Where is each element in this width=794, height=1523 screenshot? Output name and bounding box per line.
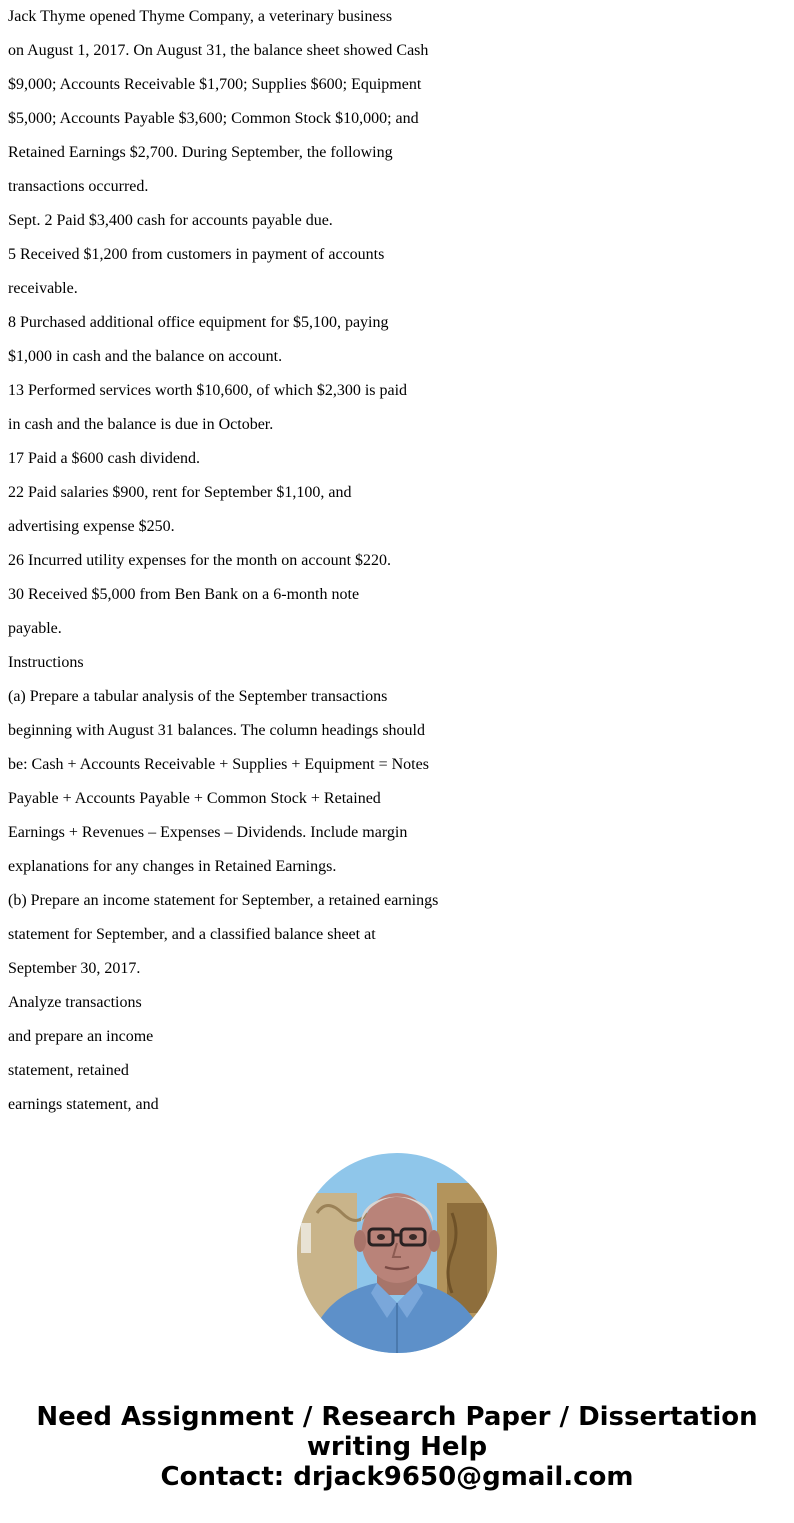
text-line: $9,000; Accounts Receivable $1,700; Supplies $600; Equipment	[8, 76, 422, 93]
text-line: on August 1, 2017. On August 31, the balance sheet showed Cash	[8, 42, 429, 59]
cta-subline: writing Help	[306, 1432, 488, 1462]
text-line: 8 Purchased additional office equipment for $5,100, paying	[8, 314, 389, 331]
text-line: be: Cash + Accounts Receivable + Supplies + Equipment = Notes	[8, 756, 429, 773]
text-line: 22 Paid salaries $900, rent for September $1,100, and	[8, 484, 352, 501]
author-avatar	[297, 1153, 497, 1353]
contact-banner	[0, 1402, 794, 1492]
text-line: $5,000; Accounts Payable $3,600; Common Stock $10,000; and	[8, 110, 419, 127]
text-line: and prepare an income	[8, 1028, 154, 1045]
document-body	[8, 0, 778, 1122]
text-line: statement for September, and a classified balance sheet at	[8, 926, 376, 943]
text-line: $1,000 in cash and the balance on account.	[8, 348, 283, 365]
text-line: Jack Thyme opened Thyme Company, a veterinary business	[8, 8, 393, 25]
text-line: statement, retained	[8, 1062, 129, 1079]
text-line: earnings statement, and	[8, 1096, 159, 1113]
text-line: 13 Performed services worth $10,600, of which $2,300 is paid	[8, 382, 408, 399]
text-line: transactions occurred.	[8, 178, 149, 195]
text-line: Retained Earnings $2,700. During September, the following	[8, 144, 393, 161]
text-line: Earnings + Revenues – Expenses – Dividends. Include margin	[8, 824, 408, 841]
text-line: payable.	[8, 620, 62, 637]
text-line: Analyze transactions	[8, 994, 142, 1011]
text-line: (a) Prepare a tabular analysis of the September transactions	[8, 688, 388, 705]
text-line: in cash and the balance is due in October.	[8, 416, 274, 433]
contact-email: Contact: drjack9650@gmail.com	[160, 1462, 634, 1492]
text-line: (b) Prepare an income statement for September, a retained earnings	[8, 892, 439, 909]
text-line: explanations for any changes in Retained Earnings.	[8, 858, 337, 875]
text-line: 17 Paid a $600 cash dividend.	[8, 450, 200, 467]
cta-headline: Need Assignment / Research Paper / Dissertation	[36, 1402, 758, 1432]
text-line: Payable + Accounts Payable + Common Stock + Retained	[8, 790, 381, 807]
text-line: 26 Incurred utility expenses for the month on account $220.	[8, 552, 392, 569]
portrait-photo	[297, 1153, 497, 1353]
text-line: Sept. 2 Paid $3,400 cash for accounts payable due.	[8, 212, 333, 229]
text-line: advertising expense $250.	[8, 518, 175, 535]
text-line: 5 Received $1,200 from customers in payment of accounts	[8, 246, 385, 263]
text-line: receivable.	[8, 280, 78, 297]
text-line: September 30, 2017.	[8, 960, 141, 977]
instructions-heading: Instructions	[8, 654, 84, 671]
text-line: 30 Received $5,000 from Ben Bank on a 6-month note	[8, 586, 360, 603]
text-line: beginning with August 31 balances. The column headings should	[8, 722, 425, 739]
